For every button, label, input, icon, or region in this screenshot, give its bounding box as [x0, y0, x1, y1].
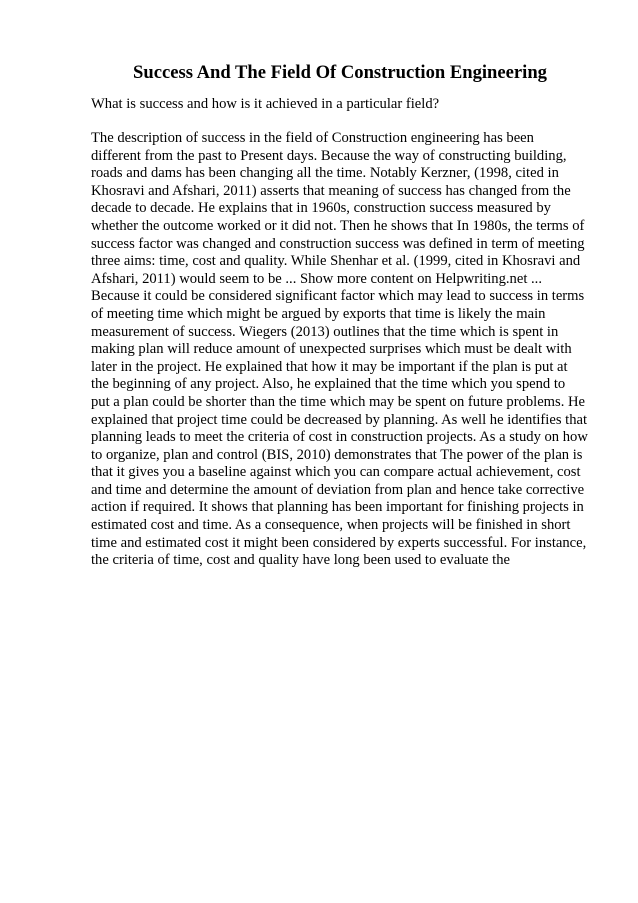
body-line: success factor was changed and construction success was defined in term of meeting	[91, 235, 585, 252]
body-line: whether the outcome worked or it did not. Then he shows that In 1980s, the terms of	[91, 217, 585, 234]
body-line: Khosravi and Afshari, 2011) asserts that meaning of success has changed from the	[91, 182, 571, 199]
document-question: What is success and how is it achieved in a particular field?	[91, 96, 440, 112]
body-line: and time and determine the amount of deviation from plan and hence take corrective	[91, 481, 585, 498]
body-line: to organize, plan and control (BIS, 2010) demonstrates that The power of the plan is	[91, 446, 583, 463]
document-body	[91, 130, 611, 570]
body-line: action if required. It shows that planning has been important for finishing projects in	[91, 499, 584, 516]
body-line: measurement of success. Wiegers (2013) outlines that the time which is spent in	[91, 323, 559, 340]
body-line: decade to decade. He explains that in 1960s, construction success measured by	[91, 200, 551, 217]
body-line: different from the past to Present days. Because the way of constructing building,	[91, 147, 567, 164]
body-line: that it gives you a baseline against which you can compare actual achievement, cost	[91, 464, 581, 481]
body-line: the criteria of time, cost and quality have long been used to evaluate the	[91, 552, 511, 569]
document-title: Success And The Field Of Construction Engineering	[133, 62, 547, 83]
body-line: the beginning of any project. Also, he explained that the time which you spend to	[91, 376, 566, 393]
body-line: planning leads to meet the criteria of cost in construction projects. As a study on how	[91, 429, 588, 446]
body-line: explained that project time could be decreased by planning. As well he identifies that	[91, 411, 588, 428]
body-line: time and estimated cost it might been considered by experts successful. For instance,	[91, 534, 587, 551]
body-line: roads and dams has been changing all the time. Notably Kerzner, (1998, cited in	[91, 165, 559, 182]
body-line: of meeting time which might be argued by exports that time is likely the main	[91, 305, 546, 322]
body-line: three aims: time, cost and quality. While Shenhar et al. (1999, cited in Khosravi and	[91, 253, 581, 270]
body-line: later in the project. He explained that how it may be important if the plan is put at	[91, 358, 568, 375]
body-line: making plan will reduce amount of unexpected surprises which must be dealt with	[91, 341, 572, 358]
body-line: estimated cost and time. As a consequence, when projects will be finished in short	[91, 517, 571, 534]
body-line: Because it could be considered significant factor which may lead to success in terms	[91, 288, 585, 305]
body-line: The description of success in the field of Construction engineering has been	[91, 130, 534, 146]
body-line: Afshari, 2011) would seem to be ... Show more content on Helpwriting.net ...	[91, 270, 542, 287]
body-line: put a plan could be shorter than the time which may be spent on future problems. He	[91, 393, 586, 410]
